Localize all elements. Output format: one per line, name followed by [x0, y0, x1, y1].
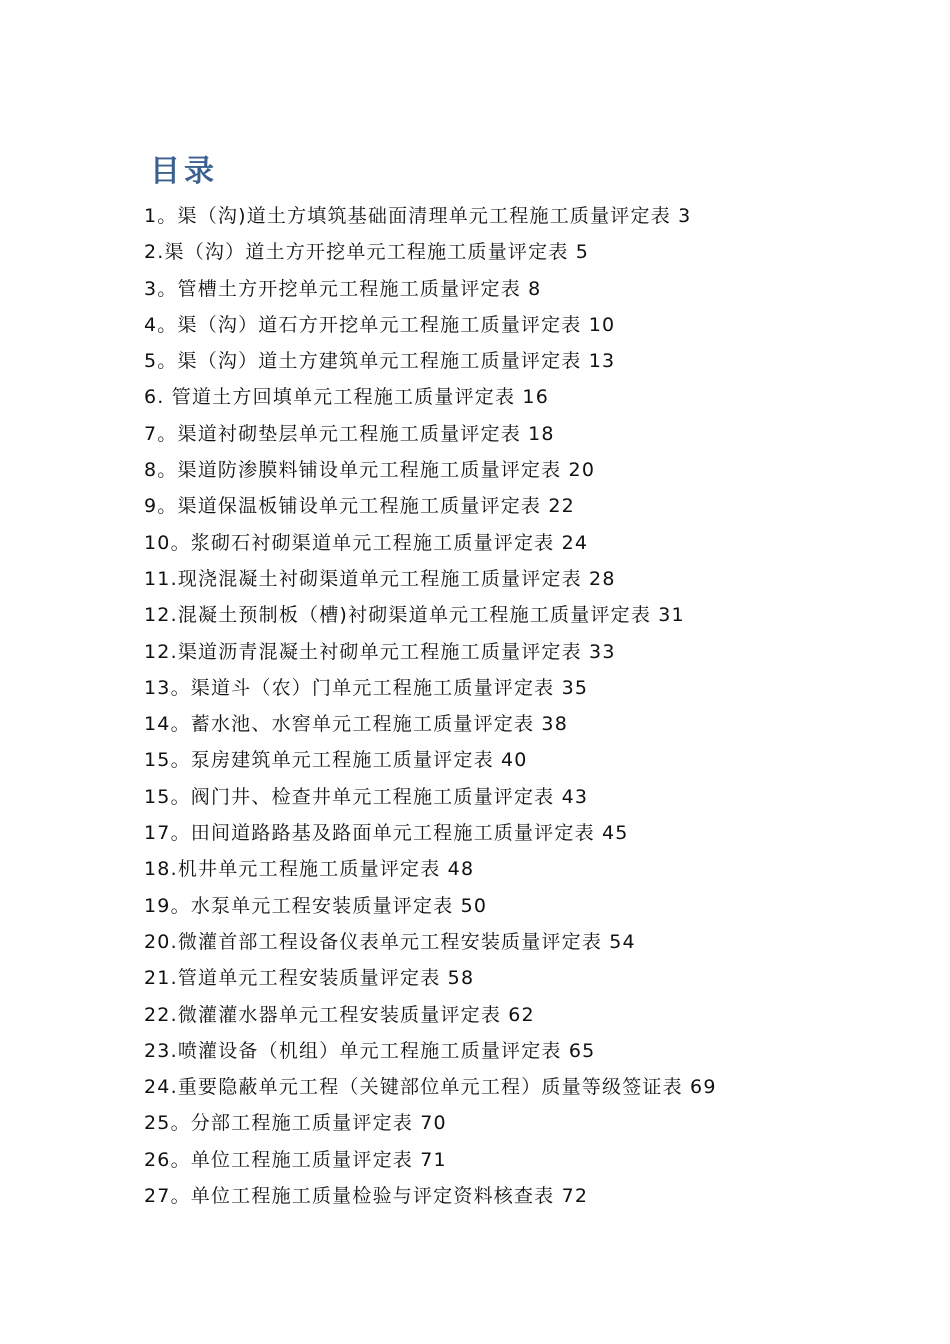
- toc-item[interactable]: 27。单位工程施工质量检验与评定资料核查表 72: [144, 1185, 589, 1208]
- toc-item[interactable]: 15。阀门井、检查井单元工程施工质量评定表 43: [144, 785, 589, 808]
- toc-item[interactable]: 22.微灌灌水器单元工程安装质量评定表 62: [144, 1003, 535, 1026]
- toc-item[interactable]: 25。分部工程施工质量评定表 70: [144, 1112, 447, 1135]
- toc-item[interactable]: 6. 管道土方回填单元工程施工质量评定表 16: [144, 386, 549, 409]
- toc-item[interactable]: 24.重要隐蔽单元工程（关键部位单元工程）质量等级签证表 69: [144, 1076, 717, 1099]
- toc-item[interactable]: 9。渠道保温板铺设单元工程施工质量评定表 22: [144, 495, 575, 518]
- toc-item[interactable]: 8。渠道防渗膜料铺设单元工程施工质量评定表 20: [144, 459, 596, 482]
- toc-item[interactable]: 1。渠（沟)道土方填筑基础面清理单元工程施工质量评定表 3: [144, 205, 692, 227]
- toc-item[interactable]: 10。浆砌石衬砌渠道单元工程施工质量评定表 24: [144, 531, 589, 554]
- toc-item[interactable]: 11.现浇混凝土衬砌渠道单元工程施工质量评定表 28: [144, 567, 616, 590]
- toc-item[interactable]: 13。渠道斗（农）门单元工程施工质量评定表 35: [144, 676, 589, 699]
- toc-item[interactable]: 18.机井单元工程施工质量评定表 48: [144, 858, 475, 881]
- toc-item[interactable]: 3。管槽土方开挖单元工程施工质量评定表 8: [144, 277, 542, 300]
- toc-list: [144, 198, 904, 1214]
- toc-item[interactable]: 19。水泵单元工程安装质量评定表 50: [144, 894, 488, 917]
- toc-item[interactable]: 20.微灌首部工程设备仪表单元工程安装质量评定表 54: [144, 930, 636, 953]
- toc-item[interactable]: 12.混凝土预制板（槽)衬砌渠道单元工程施工质量评定表 31: [144, 604, 685, 627]
- toc-item[interactable]: 12.渠道沥青混凝土衬砌单元工程施工质量评定表 33: [144, 640, 616, 663]
- toc-item[interactable]: 5。渠（沟）道土方建筑单元工程施工质量评定表 13: [144, 350, 616, 373]
- toc-item[interactable]: 15。泵房建筑单元工程施工质量评定表 40: [144, 749, 528, 772]
- toc-title: 目录: [150, 154, 218, 189]
- toc-item[interactable]: 23.喷灌设备（机组）单元工程施工质量评定表 65: [144, 1039, 596, 1062]
- toc-item[interactable]: 17。田间道路路基及路面单元工程施工质量评定表 45: [144, 822, 629, 845]
- toc-item[interactable]: 21.管道单元工程安装质量评定表 58: [144, 967, 475, 990]
- toc-item[interactable]: 4。渠（沟）道石方开挖单元工程施工质量评定表 10: [144, 313, 616, 336]
- toc-item[interactable]: 2.渠（沟）道土方开挖单元工程施工质量评定表 5: [144, 241, 590, 264]
- toc-item[interactable]: 7。渠道衬砌垫层单元工程施工质量评定表 18: [144, 422, 555, 445]
- toc-item[interactable]: 14。蓄水池、水窖单元工程施工质量评定表 38: [144, 713, 568, 736]
- toc-item[interactable]: 26。单位工程施工质量评定表 71: [144, 1148, 447, 1171]
